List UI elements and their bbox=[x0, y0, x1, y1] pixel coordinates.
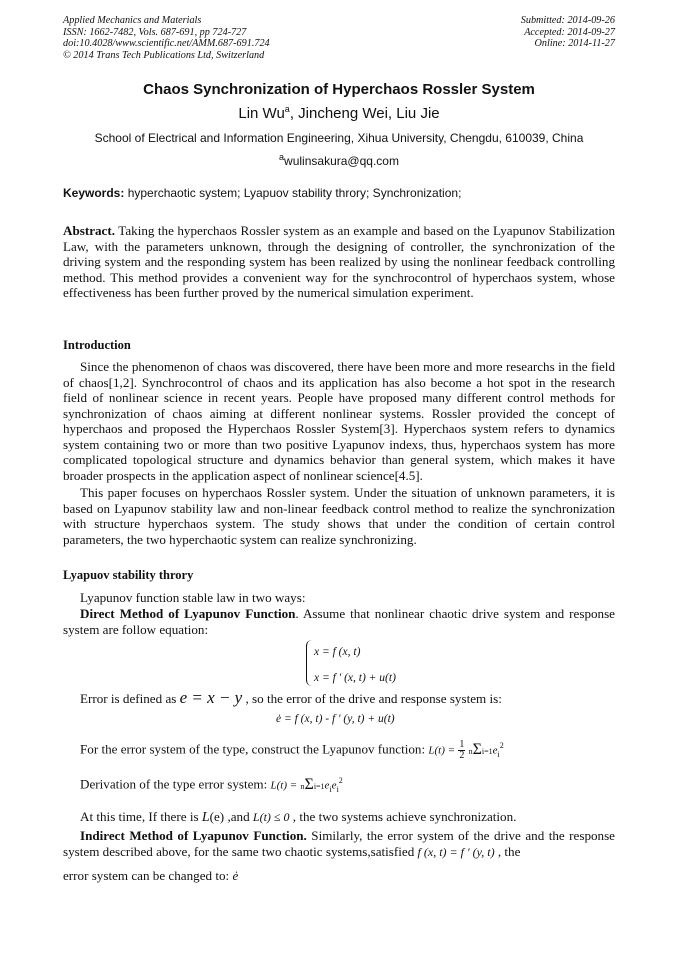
issn: ISSN: 1662-7482, Vols. 687-691, pp 724-727 bbox=[63, 26, 247, 38]
stability-line-1: Lyapunov function stable law in two ways: bbox=[80, 590, 306, 605]
condition-L: L bbox=[201, 810, 210, 825]
derivation-lhs: L(t) = bbox=[270, 779, 298, 792]
fraction-denominator: 2 bbox=[459, 749, 465, 761]
stability-heading: Lyapuov stability throry bbox=[63, 568, 194, 582]
lyapunov-lhs: L(t) = bbox=[428, 744, 456, 757]
indirect-method-paragraph bbox=[63, 828, 615, 860]
keywords-text: hyperchaotic system; Lyapuov stability throry; Synchronization; bbox=[124, 186, 462, 200]
email bbox=[0, 152, 678, 168]
indirect-end: , the bbox=[494, 843, 521, 859]
fraction-numerator: 1 bbox=[459, 738, 465, 750]
error-definition bbox=[80, 690, 632, 707]
abstract-label: Abstract. bbox=[63, 223, 115, 238]
condition-inequality: L(t) ≤ 0 bbox=[252, 810, 290, 824]
error-equation: e = x − y bbox=[179, 688, 243, 707]
email-address: wulinsakura@qq.com bbox=[284, 154, 399, 168]
derivation-pre: Derivation of the type error system: bbox=[80, 776, 271, 792]
paper-title: Chaos Synchronization of Hyperchaos Rossler System bbox=[143, 81, 535, 98]
indirect-equation: f (x, t) = f ′ (y, t) bbox=[417, 844, 495, 859]
journal-name: Applied Mechanics and Materials bbox=[63, 15, 202, 26]
synchronization-condition bbox=[80, 809, 632, 826]
direct-method-text: . Assume that nonlinear chaotic drive system and response system are follow equation: bbox=[63, 606, 615, 637]
condition-text-3: , the two systems achieve synchronization. bbox=[289, 809, 517, 824]
error-system-equation: ė = f (x, t) - f ′ (y, t) + u(t) bbox=[276, 713, 395, 725]
author-rest: , Jincheng Wei, Liu Jie bbox=[289, 105, 440, 122]
lyapunov-pre: For the error system of the type, construct the Lyapunov function: bbox=[80, 741, 429, 757]
lyapunov-sup: 2 bbox=[499, 741, 504, 750]
derivation-line bbox=[80, 773, 632, 797]
drive-equation: x = f (x, t) bbox=[314, 646, 361, 658]
error-pre: Error is defined as bbox=[80, 691, 180, 706]
author-sup: a bbox=[284, 104, 290, 114]
author-first: Lin Wu bbox=[238, 105, 285, 122]
affiliation: School of Electrical and Information Engineering, Xihua University, Chengdu, 610039, China bbox=[94, 131, 584, 145]
lyapunov-function-line bbox=[80, 738, 632, 762]
online-date: Online: 2014-11-27 bbox=[534, 38, 615, 49]
indirect-method-label: Indirect Method of Lyapunov Function. bbox=[80, 828, 307, 843]
sigma-icon: Σ bbox=[304, 776, 314, 794]
direct-method-paragraph bbox=[63, 606, 615, 637]
doi: doi:10.4028/www.scientific.net/AMM.687-691.724 bbox=[63, 38, 270, 49]
lyapunov-fraction bbox=[458, 740, 465, 761]
sum-bottom: i=1 bbox=[313, 782, 325, 792]
lyapunov-sum bbox=[469, 743, 493, 757]
keywords bbox=[63, 186, 615, 200]
response-equation: x = f ′ (x, t) + u(t) bbox=[314, 672, 396, 684]
abstract bbox=[63, 223, 615, 301]
direct-method-label: Direct Method of Lyapunov Function bbox=[80, 606, 296, 621]
dates-info bbox=[521, 15, 615, 50]
keywords-label: Keywords: bbox=[63, 186, 125, 200]
abstract-text: Taking the hyperchaos Rossler system as an example and based on the Lyapunov Stabilization Law, with the parameters unknown, through the designing of controller, the synchronization of the driving system and the responding system has been realized by using the nonlinear feedback controlling method. This method provides a convenient way for the synchrocontrol of hyperchaos system, whose effectiveness has been further proved by the numerical simulation experiment. bbox=[63, 223, 615, 300]
error-post: , so the error of the drive and response system is: bbox=[242, 691, 502, 706]
derivation-sup: 2 bbox=[338, 776, 343, 785]
copyright: © 2014 Trans Tech Publications Ltd, Switzerland bbox=[63, 49, 265, 61]
intro-heading: Introduction bbox=[63, 338, 131, 352]
email-sup: a bbox=[279, 152, 285, 162]
lyapunov-sub: i bbox=[497, 749, 500, 759]
condition-text-1: At this time, If there is bbox=[80, 809, 202, 824]
derivation-sub-1: i bbox=[329, 784, 332, 794]
lyapunov-term: e bbox=[492, 744, 498, 757]
intro-paragraph-1: Since the phenomenon of chaos was discovered, there have been more and more researchs in the field of chaos[1,2]. Synchrocontrol of chaos and its application has also become a hot spot in the research field of nonlinear science in recent years. People have proposed many different control methods for synchronization of chaos aiming at different nonlinear systems. Rossler provided the concept of hyperchaos and proposed the Hyperchaos Rossler System[3]. Hyperchaos system refers to dynamics system containing two or more than two positive Lyapunov indexs, thus, hyperchaos system has more complicated topological structure and dynamics behavior than general system, which makes it have broader prospects in the application aspect of nonlinear science[4.5]. bbox=[63, 359, 615, 483]
sum-bottom: i=1 bbox=[481, 747, 493, 757]
authors bbox=[0, 104, 678, 122]
final-symbol: ė bbox=[232, 868, 239, 883]
condition-text-2: ,and bbox=[224, 809, 253, 824]
final-line bbox=[63, 868, 615, 884]
derivation-term-2: e bbox=[331, 779, 337, 792]
accepted-date: Accepted: 2014-09-27 bbox=[524, 26, 615, 38]
intro-paragraph-2: This paper focuses on hyperchaos Rossler system. Under the situation of unknown parameters, it is based on Lyapunov stability law and non-linear feedback control method to realize the synchronization with structure hyperchaos system. The study shows that under the condition of certain control parameters, the two hyperchaotic system can realize synchronizing. bbox=[63, 485, 615, 547]
journal-info bbox=[63, 15, 270, 61]
condition-e: (e) bbox=[209, 809, 225, 824]
derivation-sub-2: i bbox=[336, 784, 339, 794]
sum-top: n bbox=[468, 747, 473, 757]
derivation-term-1: e bbox=[324, 779, 330, 792]
derivation-sum bbox=[301, 778, 325, 792]
submitted-date: Submitted: 2014-09-26 bbox=[520, 15, 615, 26]
final-line-text: error system can be changed to: bbox=[63, 868, 233, 883]
indirect-method-text: Similarly, the error system of the drive and the response system described above, for the same two chaotic systems,satisfied bbox=[63, 828, 615, 859]
sum-top: n bbox=[300, 782, 305, 792]
sigma-icon: Σ bbox=[472, 741, 482, 759]
